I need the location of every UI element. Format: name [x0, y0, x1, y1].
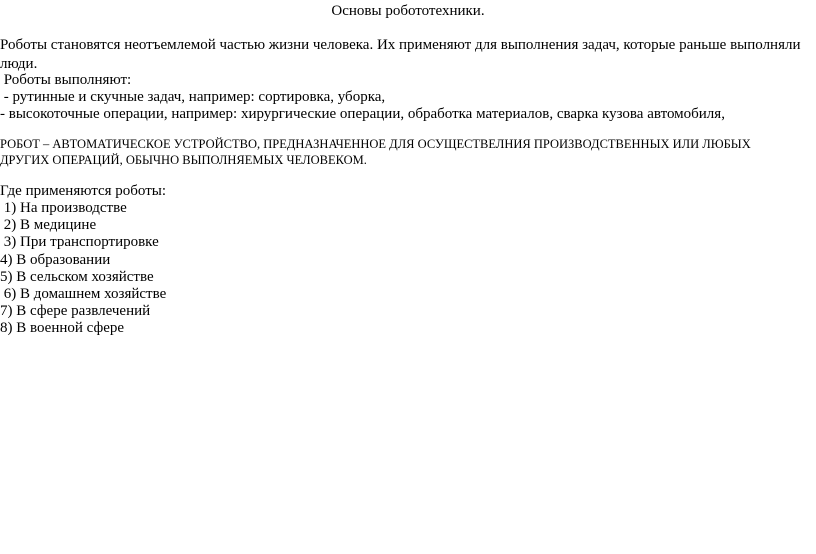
- list-item: 3) При транспортировке: [0, 234, 159, 251]
- performs-item: - рутинные и скучные задач, например: сортировка, уборка,: [0, 89, 386, 105]
- list-item: 2) В медицине: [0, 217, 97, 234]
- where-used-list: [0, 200, 166, 338]
- list-item: 8) В военной сфере: [0, 320, 125, 337]
- list-item: 5) В сельском хозяйстве: [0, 268, 154, 285]
- list-item: 4) В образовании: [0, 251, 111, 268]
- list-item: 6) В домашнем хозяйстве: [0, 286, 167, 303]
- performs-item: - высокоточные операции, например: хирургические операции, обработка материалов, сварка кузова автомобиля,: [0, 106, 725, 122]
- where-used-label: Где применяются роботы:: [0, 183, 167, 199]
- intro-paragraph: Роботы становятся неотъемлемой частью жизни человека. Их применяют для выполнения задач, которые раньше выполняли люди.: [0, 37, 801, 72]
- document-title: Основы робототехники.: [331, 3, 485, 19]
- list-item: 1) На производстве: [0, 200, 127, 216]
- list-item: 7) В сфере развлечений: [0, 303, 151, 320]
- performs-label: Роботы выполняют:: [0, 72, 132, 88]
- robot-definition: РОБОТ – АВТОМАТИЧЕСКОЕ УСТРОЙСТВО, ПРЕДНАЗНАЧЕННОЕ ДЛЯ ОСУЩЕСТВЕЛНИЯ ПРОИЗВОДСТВЕННЫХ ИЛИ ЛЮБЫХ ДРУГИХ ОПЕРАЦИЙ, ОБЫЧНО ВЫПОЛНЯЕМЫХ ЧЕЛОВЕКОМ.: [0, 137, 751, 167]
